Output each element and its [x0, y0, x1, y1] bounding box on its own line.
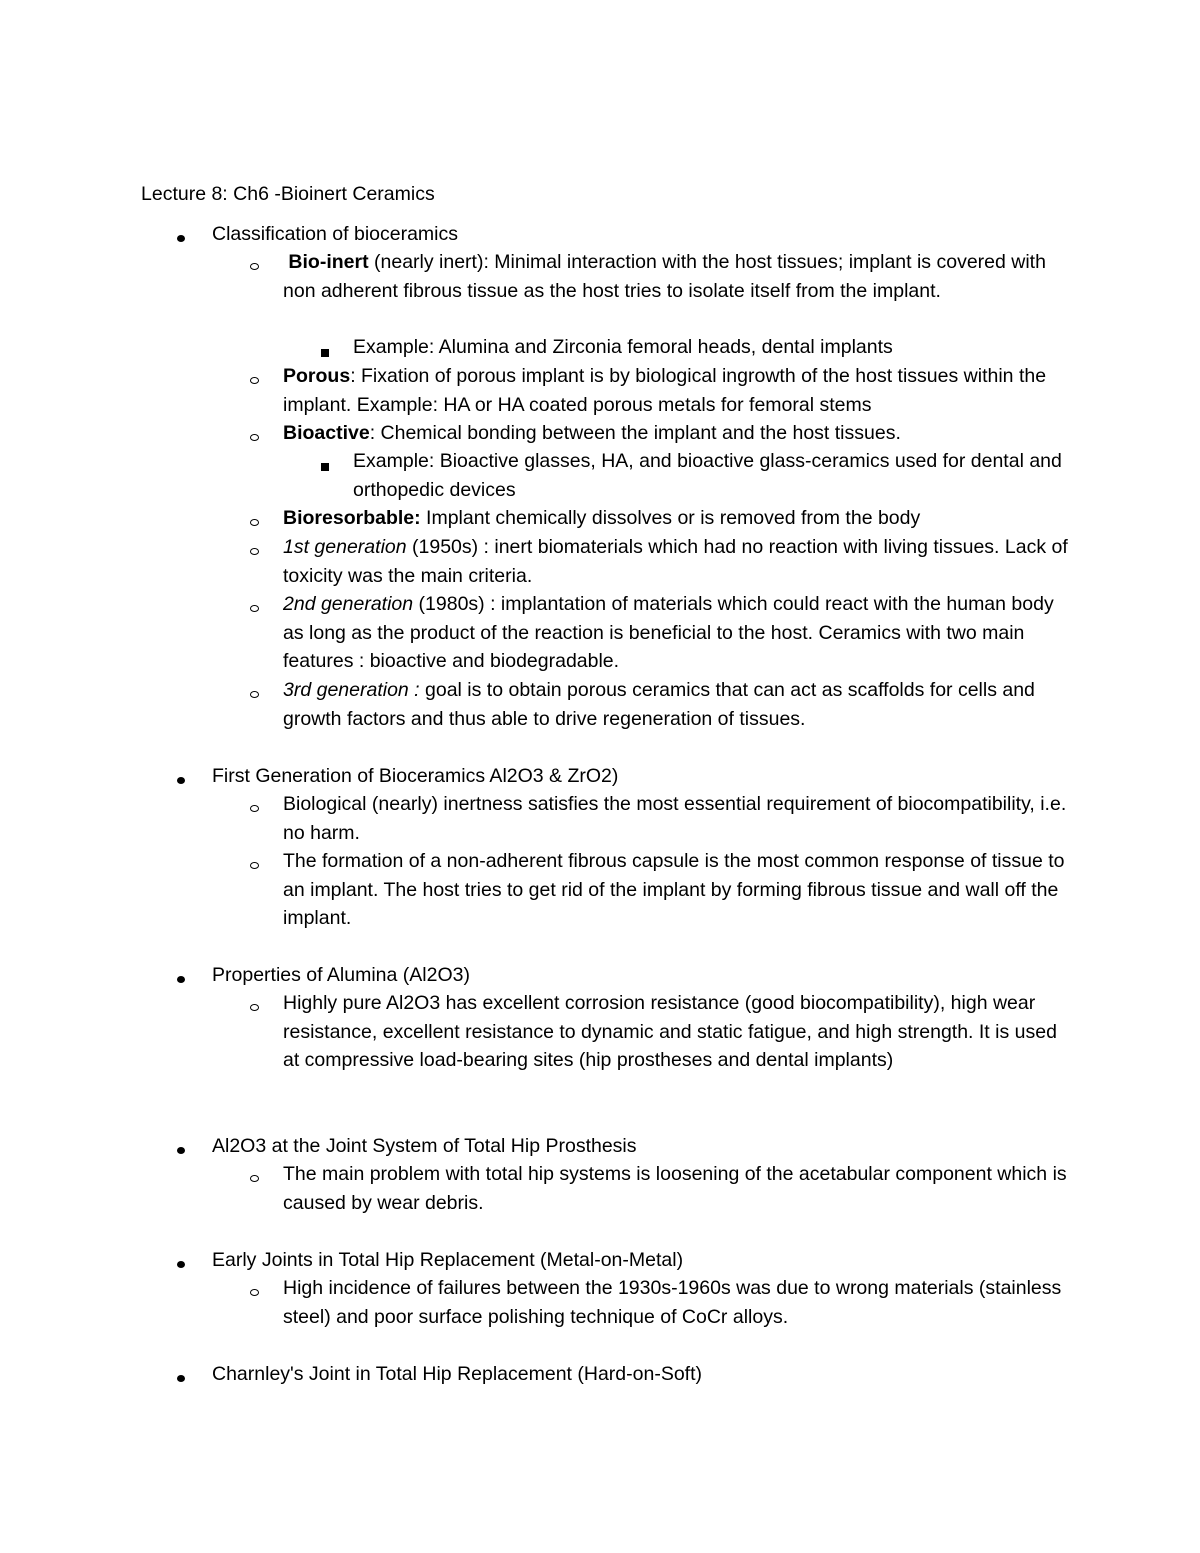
section-heading: Properties of Alumina (Al2O3) [212, 964, 470, 986]
list-item: High incidence of failures between the 1930s-1960s was due to wrong materials (stainless steel) and poor surface polishing technique of CoCr alloys. [283, 1277, 1062, 1328]
list-item: Biological (nearly) inertness satisfies the most essential requirement of biocompatibility, i.e. no harm. [283, 793, 1067, 844]
section-heading: Al2O3 at the Joint System of Total Hip Prosthesis [212, 1135, 637, 1157]
bullet-disc [175, 1373, 187, 1385]
list-item: Bio-inert (nearly inert): Minimal interaction with the host tissues; implant is covered with non adherent fibrous tissue as the host tries to isolate itself from the implant. [283, 251, 1046, 302]
term: Porous [283, 365, 351, 387]
bullet-circle [248, 546, 262, 558]
list-item: Porous: Fixation of porous implant is by biological ingrowth of the host tissues within the implant. Example: HA or HA coated porous metals for femoral stems [283, 365, 1047, 416]
list-item: The main problem with total hip systems is loosening of the acetabular component which is caused by wear debris. [283, 1163, 1067, 1214]
bullet-circle [248, 261, 262, 273]
bullet-circle [248, 603, 262, 615]
bullet-disc [175, 775, 187, 787]
bullet-circle [248, 432, 262, 444]
bullet-circle [248, 803, 262, 815]
list-item: Highly pure Al2O3 has excellent corrosion resistance (good biocompatibility), high wear resistance, excellent resistance to dynamic and static fatigue, and high strength. It is used at compressive load-bearing sites (hip prostheses and dental implants) [283, 992, 1057, 1071]
section-heading: First Generation of Bioceramics Al2O3 & ZrO2) [212, 765, 619, 787]
bullet-circle [248, 1287, 262, 1299]
list-item: Bioresorbable: Implant chemically dissolves or is removed from the body [283, 507, 921, 529]
bullet-circle [248, 1002, 262, 1014]
page-title: Lecture 8: Ch6 -Bioinert Ceramics [141, 183, 435, 205]
section-heading: Early Joints in Total Hip Replacement (Metal-on-Metal) [212, 1249, 684, 1271]
term: 3rd generation : [283, 679, 420, 701]
list-item: The formation of a non-adherent fibrous capsule is the most common response of tissue to an implant. The host tries to get rid of the implant by forming fibrous tissue and wall off the implant. [283, 850, 1065, 929]
bullet-disc [175, 233, 187, 245]
term: Bio-inert [288, 251, 369, 273]
bullet-circle [248, 517, 262, 529]
bullet-circle [248, 1173, 262, 1185]
section-heading: Charnley's Joint in Total Hip Replacement (Hard-on-Soft) [212, 1363, 702, 1385]
bullet-disc [175, 1145, 187, 1157]
list-item: Example: Bioactive glasses, HA, and bioactive glass-ceramics used for dental and orthopedic devices [353, 450, 1062, 501]
bullet-circle [248, 375, 262, 387]
list-item: Example: Alumina and Zirconia femoral heads, dental implants [353, 336, 893, 358]
list-item: 3rd generation : goal is to obtain porous ceramics that can act as scaffolds for cells and growth factors and thus able to drive regeneration of tissues. [283, 679, 1035, 730]
bullet-circle [248, 689, 262, 701]
bullet-disc [175, 1259, 187, 1271]
bullet-square [319, 461, 331, 473]
term: Bioresorbable: [283, 507, 421, 529]
list-item: 2nd generation (1980s) : implantation of materials which could react with the human body as long as the product of the reaction is beneficial to the host. Ceramics with two main features : bioactive and biodegradable. [283, 593, 1054, 672]
list-item: Bioactive: Chemical bonding between the implant and the host tissues. [283, 422, 901, 444]
bullet-square [319, 347, 331, 359]
term: 1st generation [283, 536, 407, 558]
term: Bioactive [283, 422, 370, 444]
bullet-circle [248, 860, 262, 872]
bullet-disc [175, 974, 187, 986]
term: 2nd generation [283, 593, 414, 615]
list-item: 1st generation (1950s) : inert biomaterials which had no reaction with living tissues. Lack of toxicity was the main criteria. [283, 536, 1068, 587]
section-heading: Classification of bioceramics [212, 223, 459, 245]
